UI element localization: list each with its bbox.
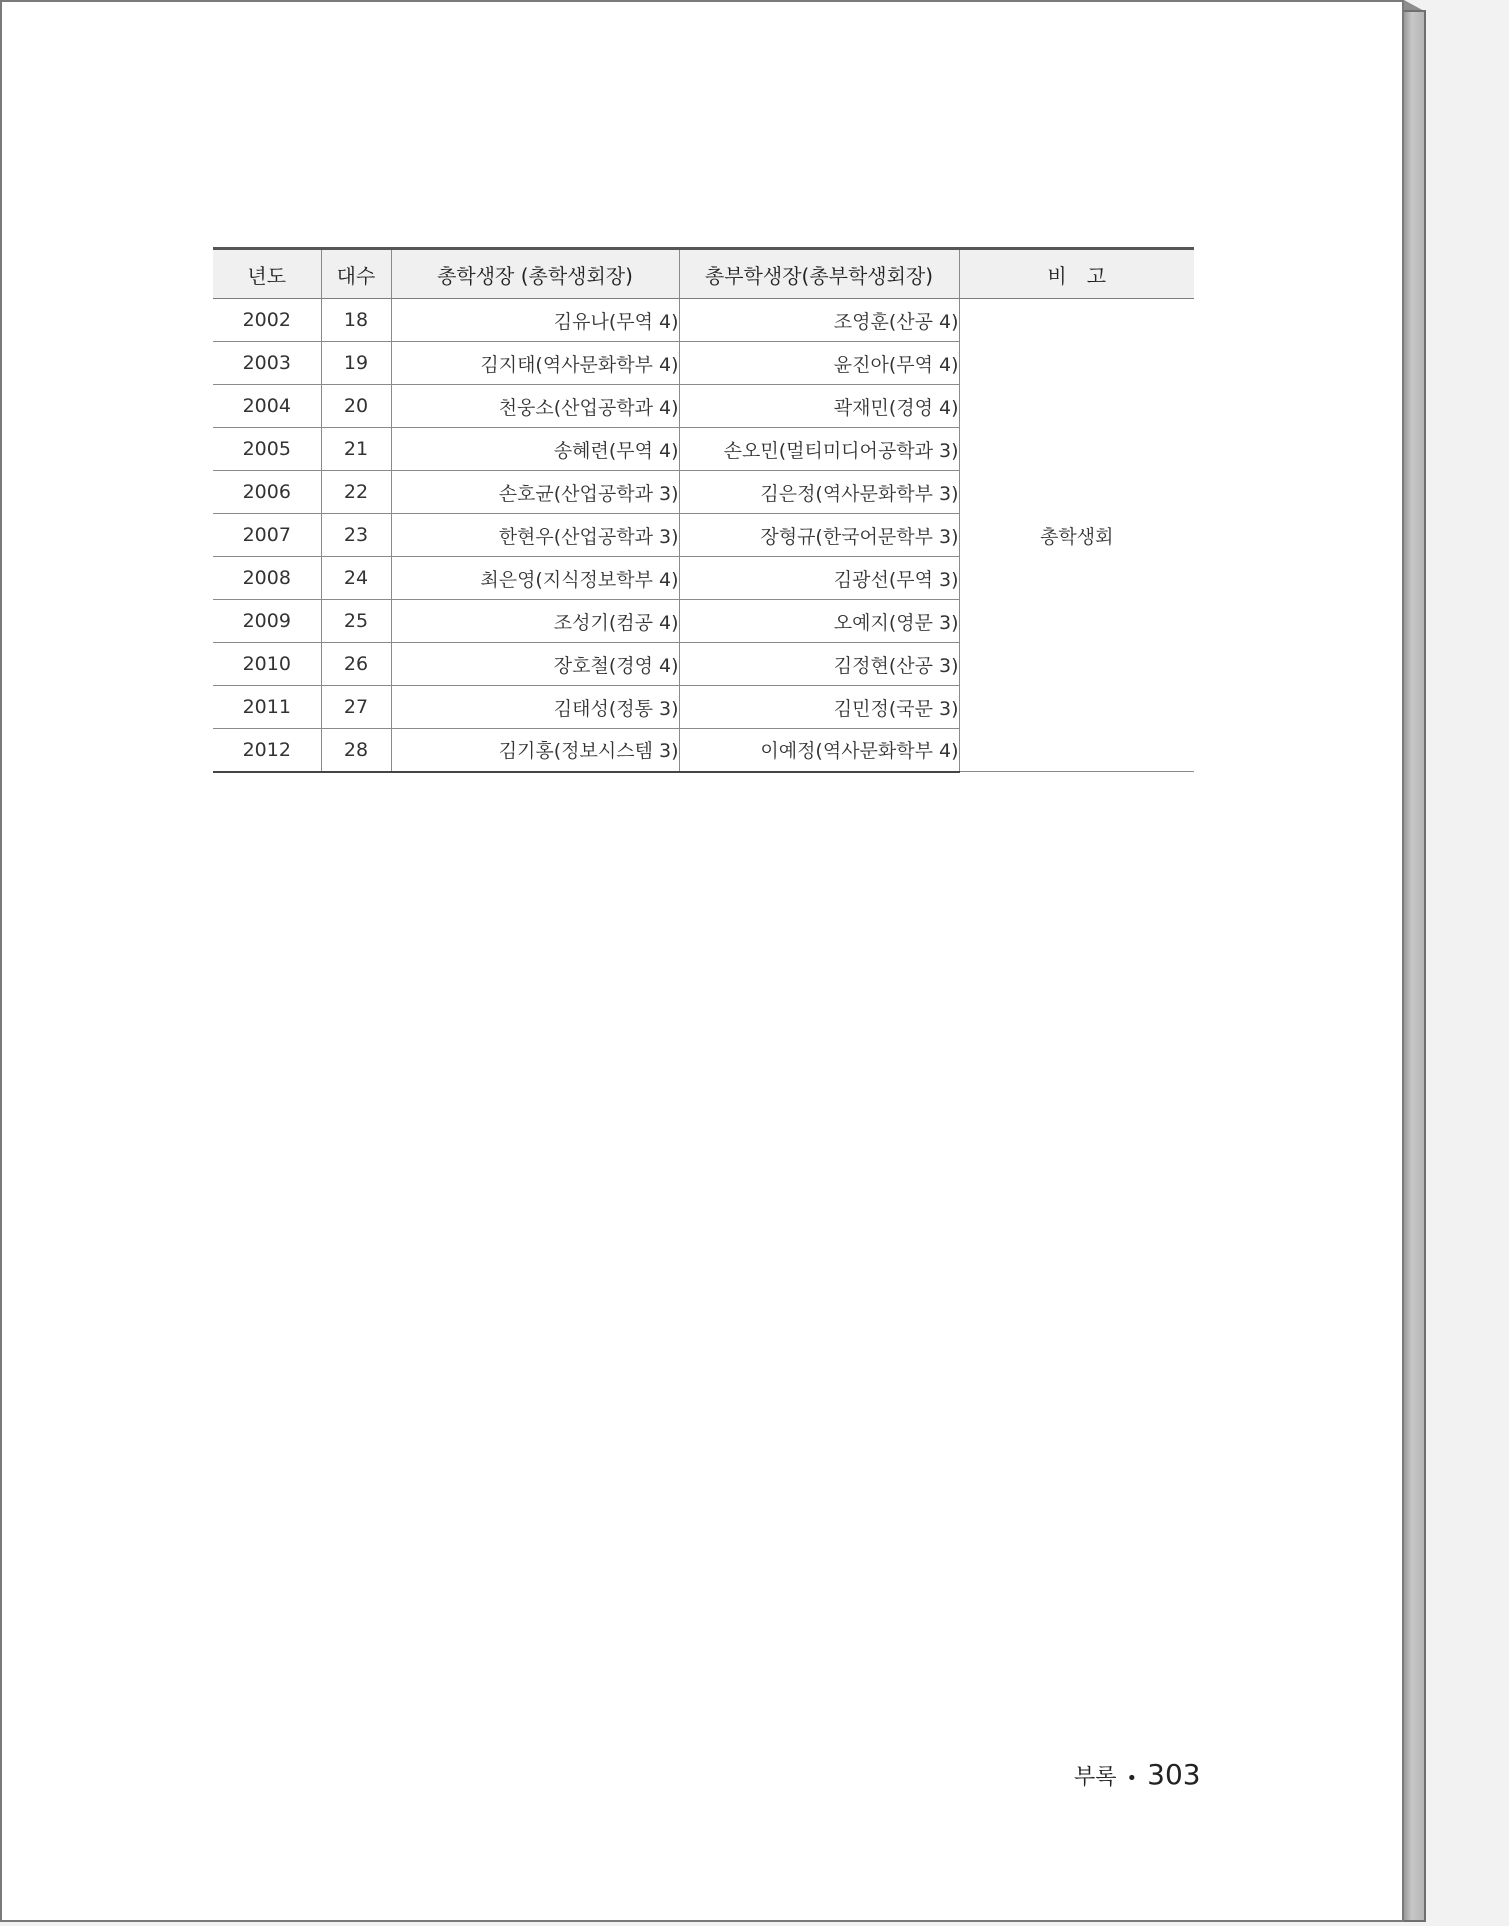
- vice-president-cell: 김민정(국문 3): [679, 686, 959, 729]
- year-cell: 2006: [213, 471, 321, 514]
- table-header-row: [213, 249, 1194, 299]
- page-footer: [1074, 1758, 1201, 1791]
- president-cell: 한현우(산업공학과 3): [391, 514, 679, 557]
- president-cell: 손호균(산업공학과 3): [391, 471, 679, 514]
- year-cell: 2011: [213, 686, 321, 729]
- president-cell: 김지태(역사문화학부 4): [391, 342, 679, 385]
- generation-cell: 23: [321, 514, 391, 557]
- generation-cell: 19: [321, 342, 391, 385]
- table-row: [213, 299, 1194, 342]
- year-cell: 2010: [213, 643, 321, 686]
- generation-cell: 18: [321, 299, 391, 342]
- generation-cell: 25: [321, 600, 391, 643]
- student-council-table: [213, 247, 1194, 773]
- year-cell: 2003: [213, 342, 321, 385]
- president-cell: 천웅소(산업공학과 4): [391, 385, 679, 428]
- remarks-cell: 총학생회: [959, 299, 1194, 772]
- header-vice-president: 총부학생장(총부학생회장): [679, 249, 959, 299]
- generation-cell: 24: [321, 557, 391, 600]
- header-generation: 대수: [321, 249, 391, 299]
- vice-president-cell: 김광선(무역 3): [679, 557, 959, 600]
- vice-president-cell: 곽재민(경영 4): [679, 385, 959, 428]
- generation-cell: 22: [321, 471, 391, 514]
- president-cell: 최은영(지식정보학부 4): [391, 557, 679, 600]
- generation-cell: 21: [321, 428, 391, 471]
- vice-president-cell: 윤진아(무역 4): [679, 342, 959, 385]
- page-number: 303: [1147, 1758, 1201, 1791]
- generation-cell: 20: [321, 385, 391, 428]
- year-cell: 2012: [213, 729, 321, 772]
- vice-president-cell: 조영훈(산공 4): [679, 299, 959, 342]
- year-cell: 2005: [213, 428, 321, 471]
- year-cell: 2007: [213, 514, 321, 557]
- year-cell: 2009: [213, 600, 321, 643]
- vice-president-cell: 김정현(산공 3): [679, 643, 959, 686]
- bullet-separator: •: [1126, 1768, 1138, 1789]
- year-cell: 2004: [213, 385, 321, 428]
- section-label: 부록: [1074, 1765, 1117, 1790]
- vice-president-cell: 오예지(영문 3): [679, 600, 959, 643]
- president-cell: 김기홍(정보시스템 3): [391, 729, 679, 772]
- year-cell: 2008: [213, 557, 321, 600]
- president-cell: 김유나(무역 4): [391, 299, 679, 342]
- president-cell: 송혜련(무역 4): [391, 428, 679, 471]
- vice-president-cell: 김은정(역사문화학부 3): [679, 471, 959, 514]
- page-stack-edge: [1404, 10, 1426, 1922]
- vice-president-cell: 장형규(한국어문학부 3): [679, 514, 959, 557]
- generation-cell: 27: [321, 686, 391, 729]
- year-cell: 2002: [213, 299, 321, 342]
- generation-cell: 26: [321, 643, 391, 686]
- president-cell: 김태성(정통 3): [391, 686, 679, 729]
- vice-president-cell: 손오민(멀티미디어공학과 3): [679, 428, 959, 471]
- president-cell: 장호철(경영 4): [391, 643, 679, 686]
- president-cell: 조성기(컴공 4): [391, 600, 679, 643]
- header-president: 총학생장 (총학생회장): [391, 249, 679, 299]
- generation-cell: 28: [321, 729, 391, 772]
- header-remarks: 비 고: [959, 249, 1194, 299]
- header-year: 년도: [213, 249, 321, 299]
- vice-president-cell: 이예정(역사문화학부 4): [679, 729, 959, 772]
